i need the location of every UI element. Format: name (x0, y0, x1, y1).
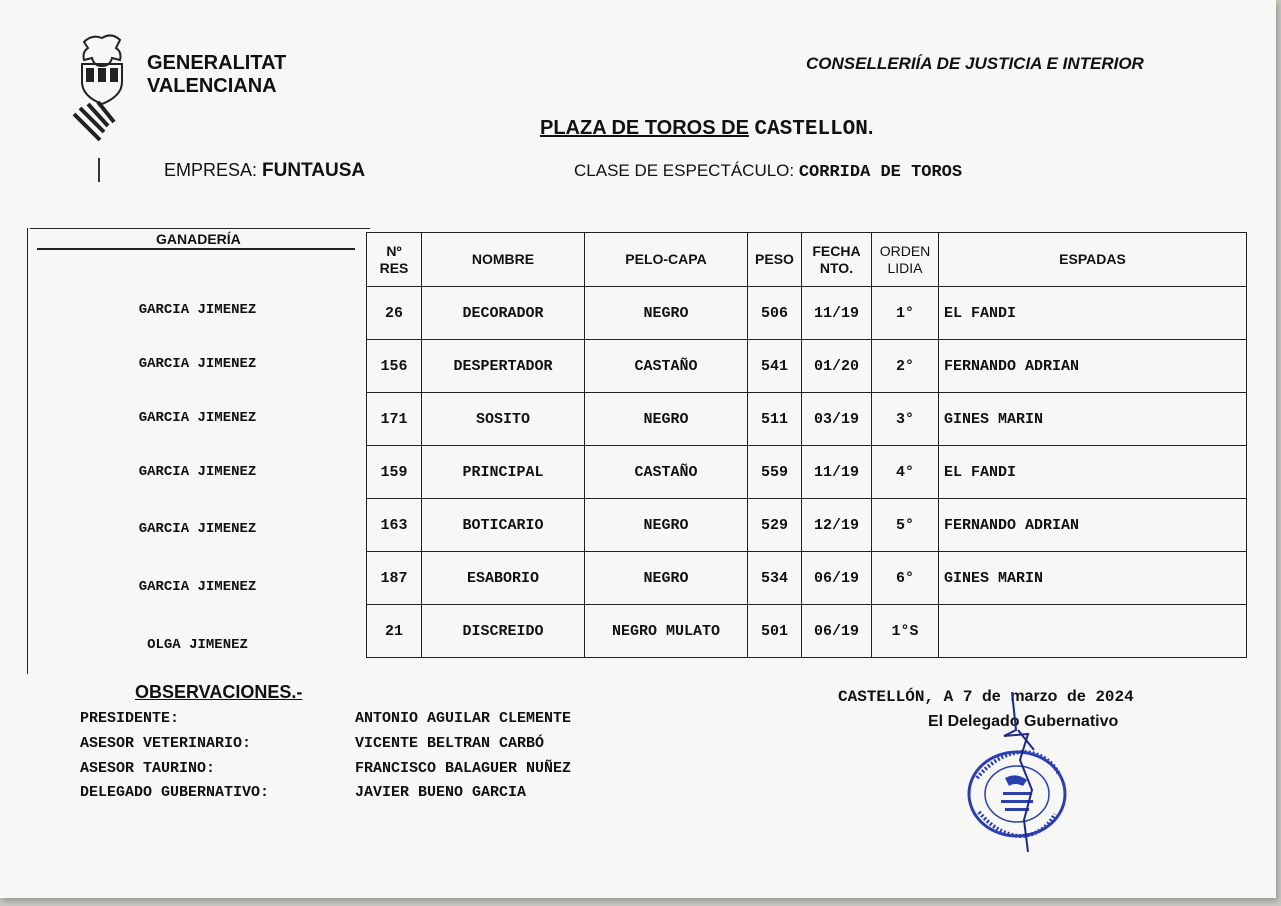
ganaderia-cell: GARCIA JIMENEZ (138, 302, 257, 318)
fecha-cell: 03/19 (802, 393, 872, 446)
table-row (367, 340, 1247, 393)
espada-cell: GINES MARIN (939, 552, 1247, 605)
fecha-cell: 06/19 (802, 552, 872, 605)
ganaderia-frame-left (27, 228, 28, 674)
orden-cell: 5° (872, 499, 939, 552)
res-cell: 21 (367, 605, 422, 658)
col-header-espadas: ESPADAS (939, 233, 1247, 287)
role-label: ASESOR VETERINARIO: (80, 735, 252, 752)
pelo-cell: NEGRO (585, 499, 748, 552)
fecha-cell: 12/19 (802, 499, 872, 552)
ganaderia-frame-top (30, 228, 370, 229)
pelo-cell: NEGRO MULATO (585, 605, 748, 658)
col-header-orden: ORDEN LIDIA (872, 233, 939, 287)
table-row (367, 605, 1247, 658)
pelo-cell: CASTAÑO (585, 340, 748, 393)
coat-of-arms-logo (72, 32, 132, 142)
res-cell: 163 (367, 499, 422, 552)
orden-cell: 1°S (872, 605, 939, 658)
table-row (367, 393, 1247, 446)
ganaderia-cell: GARCIA JIMENEZ (138, 521, 257, 537)
ganaderia-cell: GARCIA JIMENEZ (138, 579, 257, 595)
res-cell: 187 (367, 552, 422, 605)
fecha-cell: 11/19 (802, 446, 872, 499)
orden-cell: 6° (872, 552, 939, 605)
ganaderia-cell: GARCIA JIMENEZ (138, 356, 257, 372)
peso-cell: 534 (748, 552, 802, 605)
table-row (367, 552, 1247, 605)
bulls-table (366, 232, 1247, 658)
role-person: JAVIER BUENO GARCIA (355, 784, 527, 801)
role-person: VICENTE BELTRAN CARBÓ (355, 735, 545, 752)
fecha-cell: 06/19 (802, 605, 872, 658)
peso-cell: 559 (748, 446, 802, 499)
clase-espectaculo-field: CLASE DE ESPECTÁCULO: CORRIDA DE TOROS (574, 161, 963, 182)
ganaderia-header: GANADERÍA (156, 231, 241, 247)
peso-cell: 529 (748, 499, 802, 552)
signing-date: CASTELLÓN, A 7 de marzo de 2024 (838, 688, 1134, 706)
col-header-nombre: NOMBRE (422, 233, 585, 287)
plaza-title: PLAZA DE TOROS DE CASTELLON. (540, 117, 874, 141)
nombre-cell: BOTICARIO (422, 499, 585, 552)
handwritten-signature (998, 690, 1038, 855)
pelo-cell: NEGRO (585, 287, 748, 340)
espada-cell: EL FANDI (939, 287, 1247, 340)
nombre-cell: ESABORIO (422, 552, 585, 605)
peso-cell: 506 (748, 287, 802, 340)
col-header-peso: PESO (748, 233, 802, 287)
peso-cell: 541 (748, 340, 802, 393)
espada-cell: GINES MARIN (939, 393, 1247, 446)
table-row (367, 287, 1247, 340)
nombre-cell: DESPERTADOR (422, 340, 585, 393)
nombre-cell: DECORADOR (422, 287, 585, 340)
pelo-cell: CASTAÑO (585, 446, 748, 499)
espada-cell: EL FANDI (939, 446, 1247, 499)
col-header-fecha: FECHA NTO. (802, 233, 872, 287)
org-name: GENERALITAT VALENCIANA (147, 52, 287, 97)
table-row (367, 446, 1247, 499)
col-header-pelo: PELO-CAPA (585, 233, 748, 287)
role-person: FRANCISCO BALAGUER NUÑEZ (355, 760, 572, 777)
empresa-field: EMPRESA: FUNTAUSA (164, 160, 366, 181)
table-row (367, 499, 1247, 552)
ganaderia-header-underline (37, 248, 355, 250)
ganaderia-cell: GARCIA JIMENEZ (138, 464, 257, 480)
peso-cell: 501 (748, 605, 802, 658)
observaciones-title: OBSERVACIONES.- (135, 682, 303, 702)
margin-mark (98, 158, 100, 182)
fecha-cell: 11/19 (802, 287, 872, 340)
role-label: DELEGADO GUBERNATIVO: (80, 784, 270, 801)
espada-cell: FERNANDO ADRIAN (939, 499, 1247, 552)
espada-cell: FERNANDO ADRIAN (939, 340, 1247, 393)
department-title: CONSELLERIÍA DE JUSTICIA E INTERIOR (806, 54, 1144, 73)
delegado-signature-label: El Delegado Gubernativo (928, 713, 1119, 730)
role-label: ASESOR TAURINO: (80, 760, 216, 777)
nombre-cell: PRINCIPAL (422, 446, 585, 499)
res-cell: 26 (367, 287, 422, 340)
ganaderia-cell: OLGA JIMENEZ (147, 637, 248, 653)
orden-cell: 2° (872, 340, 939, 393)
res-cell: 156 (367, 340, 422, 393)
res-cell: 171 (367, 393, 422, 446)
orden-cell: 4° (872, 446, 939, 499)
orden-cell: 3° (872, 393, 939, 446)
col-header-res: Nº RES (367, 233, 422, 287)
nombre-cell: DISCREIDO (422, 605, 585, 658)
nombre-cell: SOSITO (422, 393, 585, 446)
ganaderia-cell: GARCIA JIMENEZ (138, 410, 257, 426)
res-cell: 159 (367, 446, 422, 499)
role-label: PRESIDENTE: (80, 710, 180, 727)
espada-cell (939, 605, 1247, 658)
table-header-row (367, 233, 1247, 287)
pelo-cell: NEGRO (585, 393, 748, 446)
orden-cell: 1° (872, 287, 939, 340)
peso-cell: 511 (748, 393, 802, 446)
role-person: ANTONIO AGUILAR CLEMENTE (355, 710, 572, 727)
pelo-cell: NEGRO (585, 552, 748, 605)
fecha-cell: 01/20 (802, 340, 872, 393)
